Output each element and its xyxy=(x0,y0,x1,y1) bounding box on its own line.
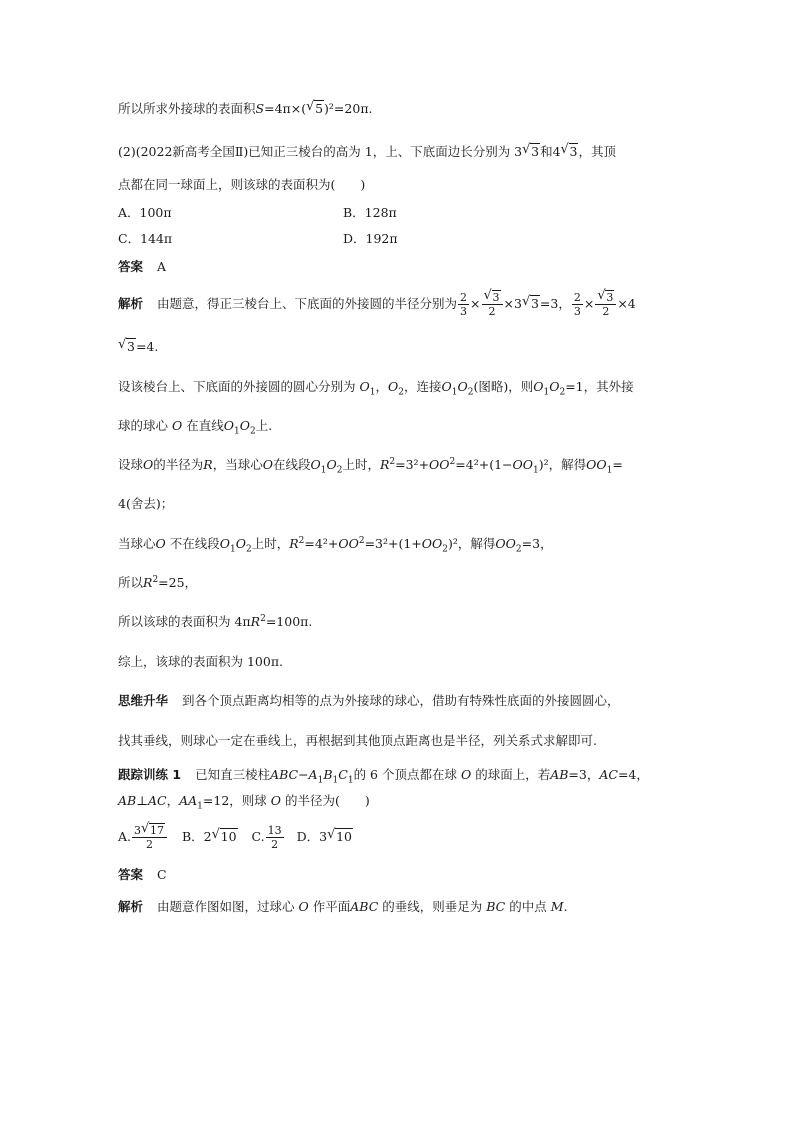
para-5: 当球心O 不在线段$O_1O_2$上时，$R^2=4^2+OO^2=3^2+(1+OO_2)^2$，解得$OO_2=3$， xyxy=(118,535,553,555)
practice-option-d: D．3√ 10 xyxy=(297,829,353,844)
para-7: 所以该球的表面积为 $4\pi R^2=100\pi$. xyxy=(118,613,313,629)
para-2: 球的球心 O 在直线$O_1O_2$上. xyxy=(118,418,273,437)
practice-option-c: C. $\frac{13}{2}$ xyxy=(251,824,282,851)
para-4: 4(舍去)； xyxy=(118,496,174,511)
para-3: 设球O的半径为R，当球心O在线段$O_1O_2$上时，$R^2=3^2+OO^2=4^2+(1-OO_1)^2$，解得$OO_1=$ xyxy=(118,456,623,476)
practice-options xyxy=(118,822,353,852)
para-8: 综上，该球的表面积为 100π. xyxy=(118,654,284,669)
solution-2: 解析 由题意作图如图，过球心 O 作平面ABC 的垂线，则垂足为 BC 的中点 M. xyxy=(118,899,568,914)
solution-1-line-1: 解析 由题意，得正三棱台上、下底面的外接圆的半径分别为 $\frac{2}{3}$ × √ $\frac{3}{2}$ ×3√ 3=3， $\frac{2}{3}$ × √ $\frac{3}{2}$ ×4 xyxy=(118,290,636,318)
practice-option-b: B．2√ 10 xyxy=(182,829,238,844)
option-c: C．144π xyxy=(118,231,173,246)
practice-line-2: AB⊥AC，$AA_1=12$，则球 O 的半径为( ) xyxy=(118,793,370,812)
para-6: 所以$R^2=25$， xyxy=(118,574,198,590)
question-2-line-2: 点都在同一球面上，则该球的表面积为( ) xyxy=(118,177,366,192)
option-b: B．128π xyxy=(343,205,397,220)
question-2-line-1: (2)(2022新高考全国Ⅱ)已知正三棱台的高为 1，上、下底面边长分别为 3√ 3和4√ 3，其顶 xyxy=(118,143,616,161)
practice-option-a: A. $\frac{3√ 17}{2}$ xyxy=(118,829,168,844)
summary-line-2: 找其垂线，则球心一定在垂线上，再根据到其他顶点距离也是半径，列关系式求解即可. xyxy=(118,733,597,748)
practice-line-1: 跟踪训练 1 已知直三棱柱$ABC-A_1B_1C_1$的 6 个顶点都在球 O 的球面上，若AB=3，AC=4， xyxy=(118,767,649,786)
summary-line-1: 思维升华 到各个顶点距离均相等的点为外接球的球心，借助有特殊性底面的外接圆圆心， xyxy=(118,693,620,708)
surface-area-line: 所以所求外接球的表面积S=4π×(√ 5)²=20π. xyxy=(118,100,373,118)
para-1: 设该棱台上、下底面的外接圆的圆心分别为 $O_1$，$O_2$，连接$O_1O_2$(图略)，则$O_1O_2=1$，其外接 xyxy=(118,379,634,398)
answer-2: 答案 C xyxy=(118,867,167,882)
option-d: D．192π xyxy=(343,231,398,246)
option-a: A．100π xyxy=(118,205,172,220)
solution-1-line-2: √ 3=4. xyxy=(118,338,158,356)
answer-1: 答案 A xyxy=(118,259,167,274)
